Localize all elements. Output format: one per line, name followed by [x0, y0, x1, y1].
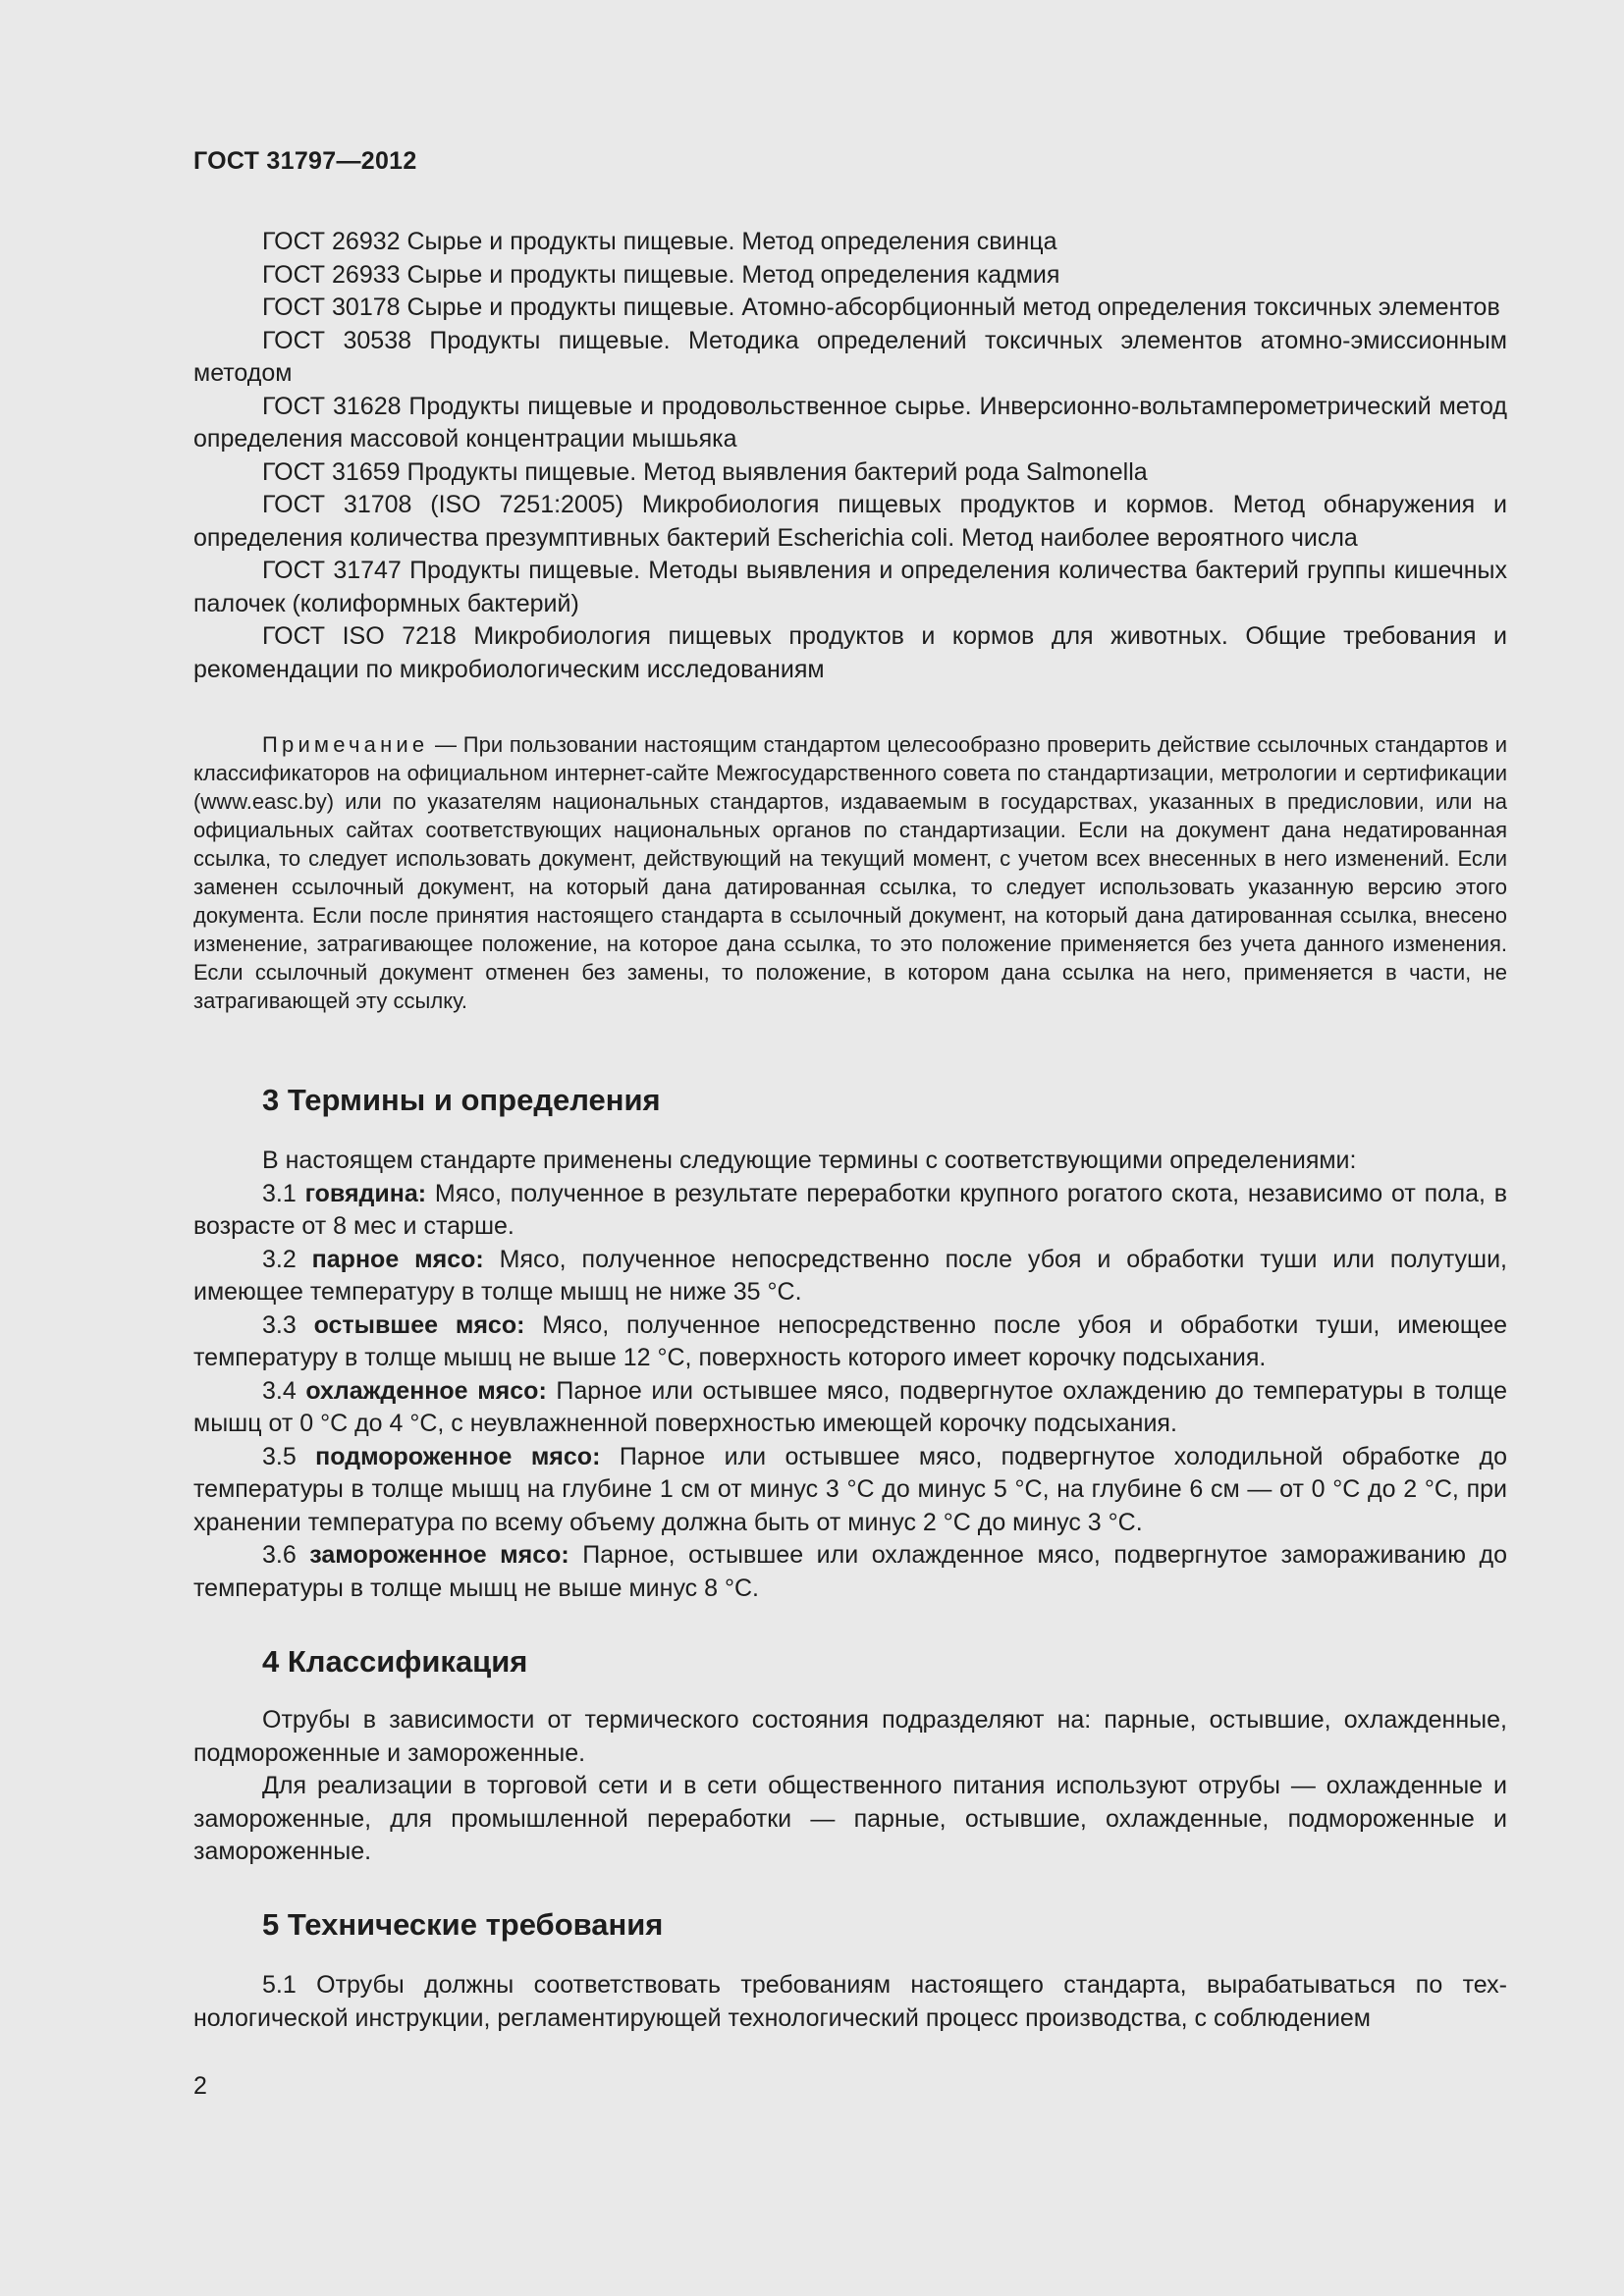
section-heading-technical-requirements: 5 Технические требования: [262, 1907, 664, 1942]
reference-item: ГОСТ 31747 Продукты пищевые. Методы выявления и определения количества бактерий группы кишечных палочек (колиформных бактерий): [193, 557, 1507, 617]
term-text: Мясо, полученное непосредственно после убоя и обработки туши, имеющее температуру в толще мышц не выше 12 °С, поверхность которого имеет корочку подсыхания.: [193, 1310, 1508, 1371]
term-name: остывшее мясо:: [313, 1310, 525, 1339]
body-paragraph: Для реализации в торговой сети и в сети общественного питания используют отрубы — охлажденные и замороженные, для промышленной переработки — парные, остывшие, охлажденные, подмороженные и замороженные.: [193, 1772, 1507, 1865]
term-definition: [193, 1244, 1507, 1309]
term-name: замороженное мясо:: [309, 1541, 569, 1569]
term-number: 3.6: [262, 1541, 310, 1569]
term-number: 3.1: [262, 1179, 305, 1207]
note-text: — При пользовании настоящим стандартом целесообразно проверить действие ссылочных стандартов и классификаторов на официальном интернет-сайте Межгосударственного совета по стандартизации, метрологии и сертификации (www.easc.by) или по указателям национальных стандартов, издаваемым в государствах, указанных в предисловии, или на официальных сайтах соответствующих национальных органов по стандартизации. Если на документ дана недатированная ссылка, то следует использовать документ, действующий на текущий момент, с учетом всех внесенных в него изменений. Если заменен ссылочный документ, на который дана датированная ссылка, то следует использовать указанную версию этого документа. Если после принятия настоящего стандарта в ссылочный документ, на который дана датированная ссылка, внесено изменение, затрагивающее положение, на которое дана ссылка, то это положение применяется без учета данного изменения. Если ссылочный документ отменен без замены, то положение, в котором дана ссылка на него, применяется в части, не затрагивающей эту ссылку.: [193, 732, 1507, 1013]
reference-item: ГОСТ 31659 Продукты пищевые. Метод выявления бактерий рода Salmonella: [262, 457, 1148, 486]
reference-item: ГОСТ ISO 7218 Микробиология пищевых продуктов и кормов для животных. Общие требования и рекомендации по микробиологическим исследованиям: [193, 622, 1507, 683]
note-label: Примечание: [262, 732, 429, 757]
term-number: 3.3: [262, 1310, 314, 1339]
term-number: 3.4: [262, 1376, 306, 1405]
document-code-header: ГОСТ 31797—2012: [193, 147, 417, 175]
term-definition: [193, 1441, 1507, 1540]
term-text: Парное или остывшее мясо, подвергнутое охлаждению до температуры в толще мышц от 0 °С до 4 °С, с неувлажненной поверхностью имеющей корочку подсыхания.: [193, 1376, 1507, 1437]
reference-item: ГОСТ 31708 (ISO 7251:2005) Микробиология пищевых продуктов и кормов. Метод обнаружения и определения количества презумптивных бактерий Escherichia coli. Метод наиболее вероятного числа: [193, 491, 1507, 552]
reference-item: ГОСТ 26932 Сырье и продукты пищевые. Метод определения свинца: [262, 228, 1057, 255]
terms-intro: В настоящем стандарте применены следующие термины с соответствующими определениями:: [262, 1147, 1357, 1174]
page-number: 2: [193, 2072, 207, 2100]
term-name: говядина:: [304, 1179, 427, 1207]
term-name: парное мясо:: [311, 1245, 484, 1273]
term-definition: [193, 1178, 1507, 1244]
note-paragraph: [193, 730, 1507, 1015]
term-text: Мясо, полученное непосредственно после убоя и обработки туши или полутуши, имеющее температуру в толще мышц не ниже 35 °С.: [193, 1245, 1507, 1306]
section-terms-body: [193, 1145, 1507, 1605]
section-classification-body: [193, 1704, 1507, 1869]
section-heading-terms: 3 Термины и определения: [262, 1083, 661, 1117]
term-text: Парное, остывшее или охлажденное мясо, подвергнутое замораживанию до температуры в толще мышц не выше минус 8 °С.: [193, 1541, 1507, 1602]
term-definition: [193, 1309, 1507, 1375]
reference-item: ГОСТ 30178 Сырье и продукты пищевые. Атомно-абсорбционный метод определения токсичных элементов: [262, 294, 1500, 321]
reference-item: ГОСТ 31628 Продукты пищевые и продовольственное сырье. Инверсионно-вольтамперометрический метод определения массовой концентрации мышьяка: [193, 392, 1507, 453]
term-definition: [193, 1375, 1507, 1441]
term-name: подмороженное мясо:: [315, 1442, 601, 1470]
term-definition: [193, 1539, 1507, 1605]
term-name: охлажденное мясо:: [305, 1376, 547, 1405]
term-text: Мясо, полученное в результате переработки крупного рогатого скота, независимо от пола, в возрасте от 8 мес и старше.: [193, 1179, 1507, 1240]
body-paragraph: Отрубы в зависимости от термического состояния подразделяют на: парные, остывшие, охлажденные, подмороженные и замороженные.: [193, 1706, 1507, 1767]
normative-references-list: [193, 226, 1507, 686]
reference-item: ГОСТ 26933 Сырье и продукты пищевые. Метод определения кадмия: [262, 260, 1060, 289]
section-heading-classification: 4 Классификация: [262, 1644, 528, 1679]
term-text: Парное или остывшее мясо, подвергнутое холодильной обработке до температуры в толще мышц на глубине 1 см от минус 3 °С до минус 5 °С, на глубине 6 см — от 0 °С до 2 °С, при хранении температура по всему объему должна быть от минус 2 °С до минус 3 °С.: [193, 1442, 1508, 1536]
reference-item: ГОСТ 30538 Продукты пищевые. Методика определений токсичных элементов атомно-эмиссионным методом: [193, 326, 1507, 387]
term-number: 3.5: [262, 1442, 316, 1470]
body-paragraph: 5.1 Отрубы должны соответствовать требованиям настоящего стандарта, вырабатываться по технологической инструкции, регламентирующей технологический процесс производства, с соблюдением: [193, 1971, 1507, 2032]
term-number: 3.2: [262, 1245, 312, 1273]
section-technical-requirements-body: [193, 1969, 1507, 2035]
